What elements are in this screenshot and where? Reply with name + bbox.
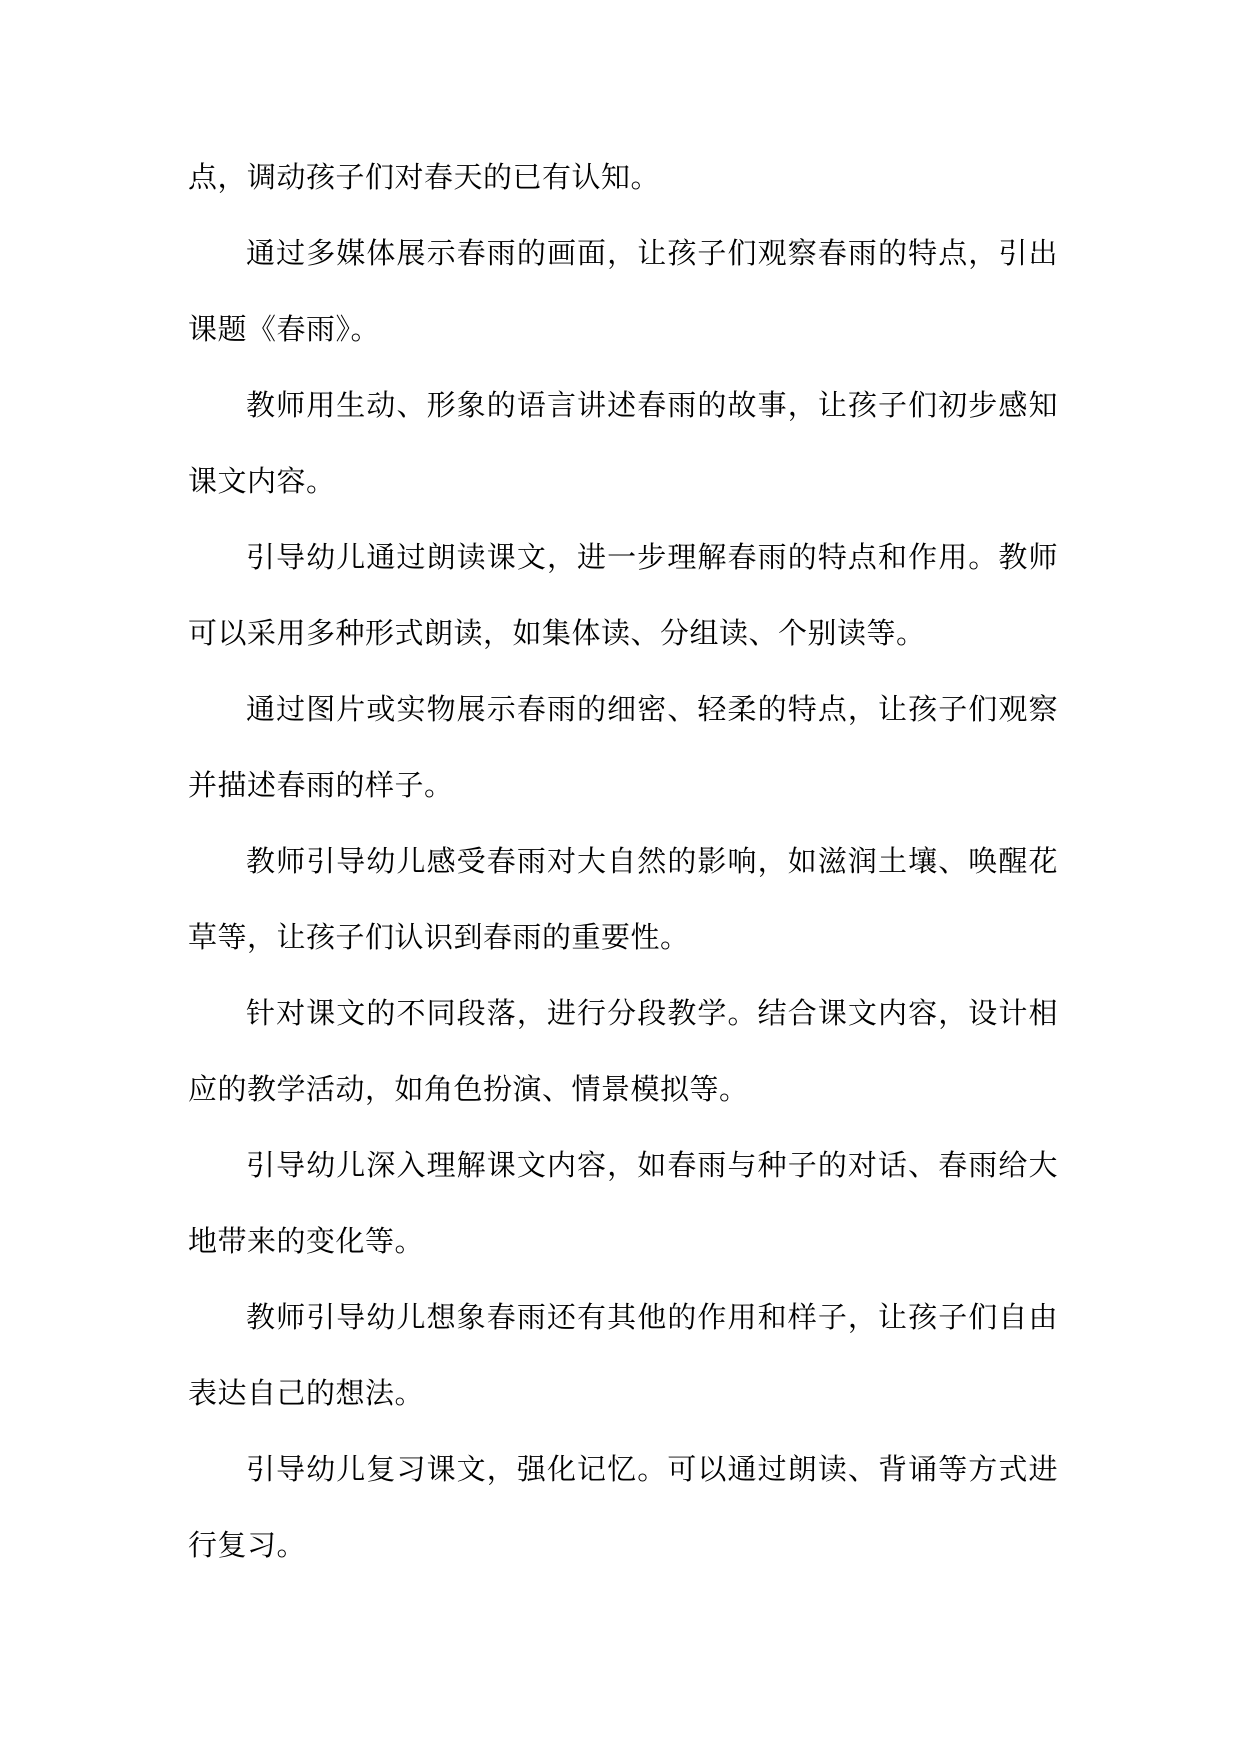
paragraph: 通过多媒体展示春雨的画面，让孩子们观察春雨的特点，引出课题《春雨》。 (188, 236, 1058, 346)
paragraph: 通过图片或实物展示春雨的细密、轻柔的特点，让孩子们观察并描述春雨的样子。 (188, 692, 1058, 802)
paragraph: 教师用生动、形象的语言讲述春雨的故事，让孩子们初步感知课文内容。 (188, 388, 1058, 498)
paragraph-continuation: 点，调动孩子们对春天的已有认知。 (188, 160, 661, 194)
paragraph: 引导幼儿深入理解课文内容，如春雨与种子的对话、春雨给大地带来的变化等。 (188, 1148, 1058, 1258)
paragraph: 针对课文的不同段落，进行分段教学。结合课文内容，设计相应的教学活动，如角色扮演、情景模拟等。 (188, 996, 1058, 1106)
paragraph: 教师引导幼儿感受春雨对大自然的影响，如滋润土壤、唤醒花草等，让孩子们认识到春雨的重要性。 (188, 844, 1058, 954)
paragraph: 引导幼儿通过朗读课文，进一步理解春雨的特点和作用。教师可以采用多种形式朗读，如集体读、分组读、个别读等。 (188, 540, 1058, 650)
paragraph: 引导幼儿复习课文，强化记忆。可以通过朗读、背诵等方式进行复习。 (188, 1452, 1058, 1562)
document-body (188, 139, 1058, 1583)
paragraph: 教师引导幼儿想象春雨还有其他的作用和样子，让孩子们自由表达自己的想法。 (188, 1300, 1058, 1410)
